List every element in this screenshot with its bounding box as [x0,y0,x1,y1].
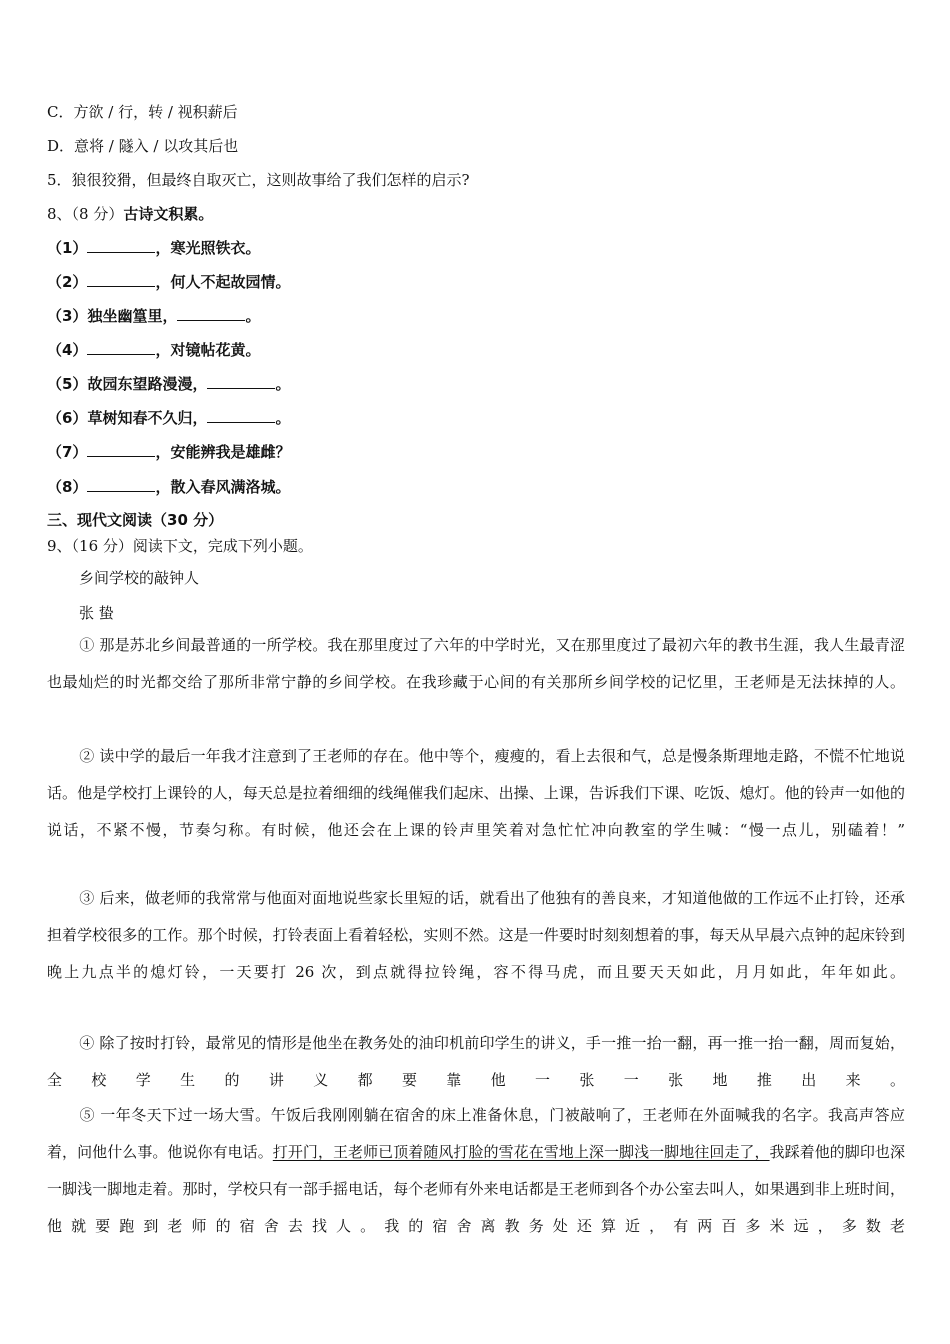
item-number: （6） [47,409,88,427]
poem-item [47,306,260,326]
paragraph-text: 我踩着他的脚印也深一脚浅一脚地走着。那时，学校只有一部手摇电话，每个老师有外来电话都是王老师到各个办公室去叫人，如果遇到非上班时间，他就要跑到老师的宿舍去找人。我的宿舍离教务处还算近，有两百多米远，多数老 [47,1143,905,1235]
item-text: ，对镜帖花黄。 [155,341,261,359]
paragraph-text: ① 那是苏北乡间最普通的一所学校。我在那里度过了六年的中学时光，又在那里度过了最初六年的教书生涯，我人生最青涩也最灿烂的时光都交给了那所非常宁静的乡间学校。在我珍藏于心间的有关那所乡间学校的记忆里，王老师是无法抹掉的人。 [47,636,905,691]
answer-blank[interactable] [87,478,155,492]
item-number: （2） [47,273,88,291]
paragraph-text: ⑤ 一年冬天下过一场大雪。午饭后我刚刚躺在宿舍的床上准备休息，门被敲响了，王老师在外面喊我的名字。我高声答应着，问他什么事。他说你有电话。 [47,1106,905,1161]
question-8-heading [47,204,213,224]
answer-blank[interactable] [87,443,155,457]
item-number: （4） [47,341,88,359]
poem-item [47,374,290,394]
underlined-sentence: 打开门，王老师已顶着随风打脸的雪花在雪地上深一脚浅一脚地往回走了， [272,1143,770,1161]
answer-blank[interactable] [87,341,155,355]
item-text: 独坐幽篁里， [87,307,178,325]
article-author: 张 蛰 [79,604,114,622]
answer-blank[interactable] [177,307,245,321]
item-text: 草树知春不久归， [87,409,208,427]
option-c: C．方欲 / 行，转 / 视积薪后 [47,103,238,121]
poem-item [47,272,290,292]
paragraph-text: ③ 后来，做老师的我常常与他面对面地说些家长里短的话，就看出了他独有的善良来，才知道他做的工作远不止打铃，还承担着学校很多的工作。那个时候，打铃表面上看着轻松，实则不然。这是一件要时时刻刻想着的事，每天从早晨六点钟的起床铃到晚上九点半的熄灯铃，一天要打 26 次，到点就得拉铃绳，容不得马虎，而且要天天如此，月月如此，年年如此。 [47,889,905,981]
item-text: ，何人不起故园情。 [155,273,291,291]
article-title: 乡间学校的敲钟人 [79,569,200,587]
poem-item [47,477,290,497]
poem-item [47,442,290,462]
article-paragraph-3 [47,880,905,991]
question-8-prefix: 8、（8 分） [47,205,124,223]
item-text: 。 [275,375,291,393]
question-5: 5．狼很狡猾，但最终自取灭亡，这则故事给了我们怎样的启示? [47,171,470,189]
article-paragraph-2 [47,738,905,849]
paragraph-text: ② 读中学的最后一年我才注意到了王老师的存在。他中等个，瘦瘦的，看上去很和气，总是慢条斯理地走路，不慌不忙地说话。他是学校打上课铃的人，每天总是拉着细细的线绳催我们起床、出操、上课，告诉我们下课、吃饭、熄灯。他的铃声一如他的说话，不紧不慢，节奏匀称。有时候，他还会在上课的铃声里笑着对急忙忙冲向教室的学生喊：“慢一点儿，别磕着！” [47,747,905,839]
item-number: （7） [47,443,88,461]
item-number: （3） [47,307,88,325]
item-text: 。 [275,409,291,427]
poem-item [47,340,260,360]
section-3-heading: 三、现代文阅读（30 分） [47,511,224,529]
item-text: 故园东望路漫漫， [87,375,208,393]
question-9: 9、（16 分）阅读下文，完成下列小题。 [47,537,313,555]
question-8-title: 古诗文积累。 [123,205,214,223]
item-number: （8） [47,478,88,496]
paragraph-text: ④ 除了按时打铃，最常见的情形是他坐在教务处的油印机前印学生的讲义，手一推一抬一翻，再一推一抬一翻，周而复始，全校学生的讲义都要靠他一张一张地推出来。 [47,1034,905,1089]
article-paragraph-4 [47,1025,905,1099]
item-text: ，寒光照铁衣。 [155,239,261,257]
answer-blank[interactable] [207,375,275,389]
item-number: （1） [47,239,88,257]
answer-blank[interactable] [87,239,155,253]
item-number: （5） [47,375,88,393]
option-d: D．意将 / 隧入 / 以攻其后也 [47,137,239,155]
item-text: ，安能辨我是雄雌？ [155,443,291,461]
item-text: ，散入春风满洛城。 [155,478,291,496]
answer-blank[interactable] [207,409,275,423]
poem-item [47,408,290,428]
item-text: 。 [245,307,261,325]
article-paragraph-1 [47,627,905,701]
poem-item [47,238,260,258]
article-paragraph-5 [47,1097,905,1245]
answer-blank[interactable] [87,273,155,287]
